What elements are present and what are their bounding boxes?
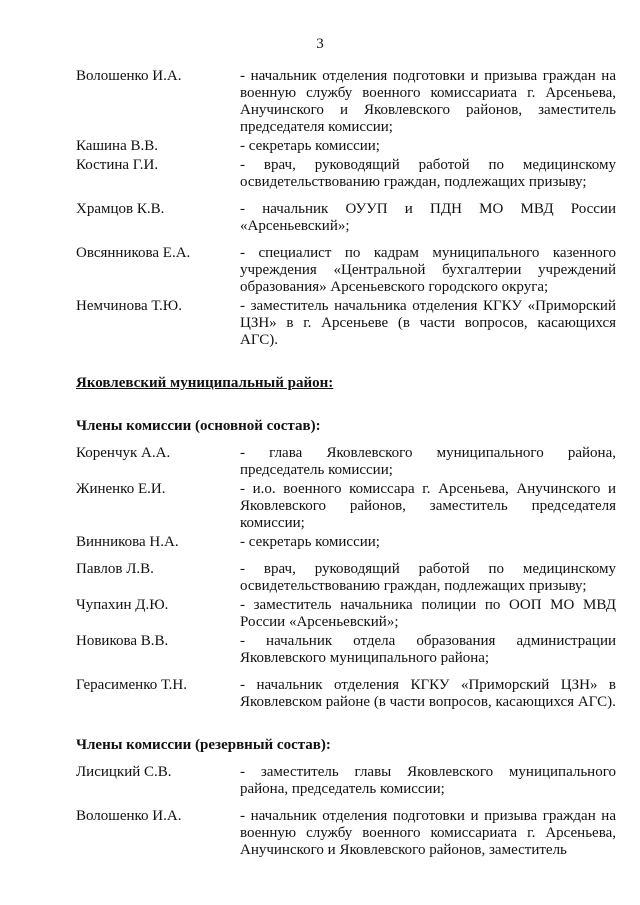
member-role: - и.о. военного комиссара г. Арсеньева, Анучинского и Яковлевского районов, заместитель председателя комиссии; bbox=[240, 481, 616, 531]
member-name: Храмцов К.В. bbox=[76, 201, 165, 217]
page-number: 3 bbox=[316, 36, 324, 52]
member-role: - начальник отдела образования администрации Яковлевского муниципального района; bbox=[240, 633, 616, 666]
member-name: Чупахин Д.Ю. bbox=[76, 597, 169, 613]
member-row bbox=[76, 677, 616, 711]
member-row bbox=[76, 298, 616, 349]
member-name: Жиненко Е.И. bbox=[76, 481, 166, 497]
member-name: Кашина В.В. bbox=[76, 138, 158, 154]
reserve-composition-heading: Члены комиссии (резервный состав): bbox=[76, 737, 331, 753]
document-body bbox=[76, 68, 616, 859]
member-row bbox=[76, 808, 616, 859]
member-name: Лисицкий С.В. bbox=[76, 764, 172, 780]
member-row bbox=[76, 445, 616, 479]
member-row bbox=[76, 481, 616, 532]
member-name: Винникова Н.А. bbox=[76, 534, 179, 550]
member-name: Костина Г.И. bbox=[76, 157, 159, 173]
member-name: Волошенко И.А. bbox=[76, 808, 182, 824]
member-role: - заместитель главы Яковлевского муниципального района, председатель комиссии; bbox=[240, 764, 616, 797]
member-row bbox=[76, 138, 616, 155]
member-row bbox=[76, 534, 616, 551]
member-name: Немчинова Т.Ю. bbox=[76, 298, 182, 314]
member-row bbox=[76, 764, 616, 798]
member-role: - глава Яковлевского муниципального района, председатель комиссии; bbox=[240, 445, 616, 478]
member-row bbox=[76, 245, 616, 296]
member-row bbox=[76, 633, 616, 667]
member-row bbox=[76, 201, 616, 235]
member-role: - врач, руководящий работой по медицинскому освидетельствованию граждан, подлежащих призыву; bbox=[240, 561, 616, 594]
member-name: Коренчук А.А. bbox=[76, 445, 171, 461]
district-heading: Яковлевский муниципальный район: bbox=[76, 375, 334, 391]
member-row bbox=[76, 597, 616, 631]
member-name: Овсянникова Е.А. bbox=[76, 245, 191, 261]
member-row bbox=[76, 68, 616, 136]
member-role: - начальник отделения КГКУ «Приморский ЦЗН» в Яковлевском районе (в части вопросов, касающихся АГС). bbox=[240, 677, 616, 710]
member-row bbox=[76, 561, 616, 595]
member-name: Павлов Л.В. bbox=[76, 561, 154, 577]
member-name: Герасименко Т.Н. bbox=[76, 677, 187, 693]
member-role: - врач, руководящий работой по медицинскому освидетельствованию граждан, подлежащих призыву; bbox=[240, 157, 616, 190]
member-role: - заместитель начальника отделения КГКУ «Приморский ЦЗН» в г. Арсеньеве (в части вопросов, касающихся АГС). bbox=[240, 298, 616, 348]
member-role: - секретарь комиссии; bbox=[240, 534, 380, 550]
member-role: - секретарь комиссии; bbox=[240, 138, 380, 154]
member-name: Новикова В.В. bbox=[76, 633, 169, 649]
member-role: - начальник отделения подготовки и призыва граждан на военную службу военного комиссариата г. Арсеньева, Анучинского и Яковлевского районов, заместитель bbox=[240, 808, 616, 858]
member-role: - начальник ОУУП и ПДН МО МВД России «Арсеньевский»; bbox=[240, 201, 616, 234]
main-composition-heading: Члены комиссии (основной состав): bbox=[76, 418, 321, 434]
member-role: - начальник отделения подготовки и призыва граждан на военную службу военного комиссариата г. Арсеньева, Анучинского и Яковлевского районов, заместитель председателя комиссии; bbox=[240, 68, 616, 135]
member-role: - заместитель начальника полиции по ООП МО МВД России «Арсеньевский»; bbox=[240, 597, 616, 630]
member-name: Волошенко И.А. bbox=[76, 68, 182, 84]
member-role: - специалист по кадрам муниципального казенного учреждения «Центральной бухгалтерии учреждений образования» Арсеньевского городского округа; bbox=[240, 245, 616, 295]
member-row bbox=[76, 157, 616, 191]
